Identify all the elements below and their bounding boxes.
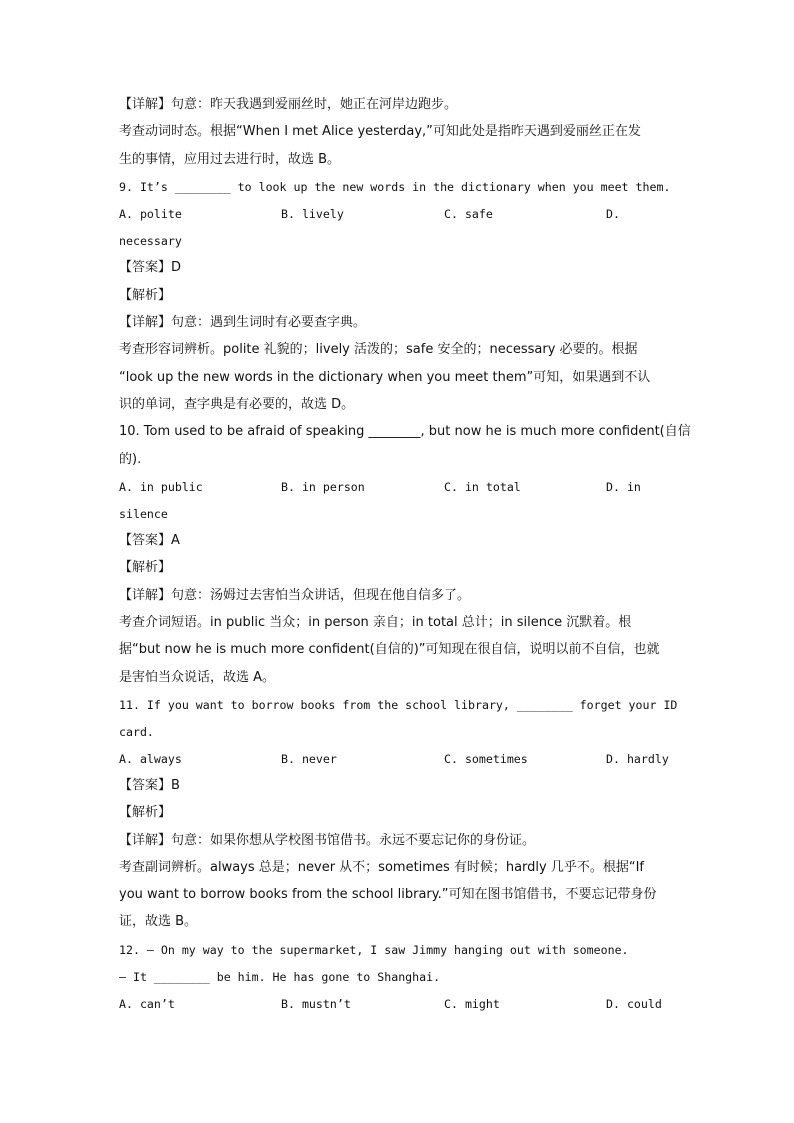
q11-option-b: B. never [281, 752, 337, 766]
q10-explanation-line1: 考查介词短语。in public 当众；in person 亲自；in total 总计；in silence 沉默着。根 [119, 615, 632, 630]
q11-option-d: D. hardly [606, 752, 669, 766]
q9-explanation-line2: “look up the new words in the dictionary when you meet them”可知，如果遇到不认 [119, 370, 651, 385]
q12-option-c: C. might [444, 997, 500, 1011]
q11-stem-continued: card. [119, 725, 154, 739]
q9-answer: 【答案】D [119, 260, 182, 275]
q11-explanation-meaning: 【详解】句意：如果你想从学校图书馆借书。永远不要忘记你的身份证。 [119, 833, 536, 848]
q10-option-a: A. in public [119, 480, 203, 494]
q10-stem: 10. Tom used to be afraid of speaking ________, but now he is much more confident(自信 [119, 424, 691, 439]
q10-option-c: C. in total [444, 480, 521, 494]
q10-explanation-line2: 据“but now he is much more confident(自信的)”可知现在很自信，说明以前不自信，也就 [119, 642, 660, 657]
q9-option-c: C. safe [444, 207, 493, 221]
q11-option-a: A. always [119, 752, 182, 766]
q11-stem: 11. If you want to borrow books from the school library, ________ forget your ID [119, 698, 678, 712]
q11-explanation-line1: 考查副词辨析。always 总是；never 从不；sometimes 有时候；hardly 几乎不。根据“If [119, 860, 645, 875]
q9-option-b: B. lively [281, 207, 344, 221]
q12-dialogue-line2: — It ________ be him. He has gone to Shanghai. [119, 970, 441, 984]
q9-option-a: A. polite [119, 207, 182, 221]
q10-option-b: B. in person [281, 480, 365, 494]
q9-analysis-heading: 【解析】 [119, 288, 172, 303]
q9-explanation-line1: 考查形容词辨析。polite 礼貌的；lively 活泼的；safe 安全的；necessary 必要的。根据 [119, 342, 638, 357]
q12-option-d: D. could [606, 997, 662, 1011]
q12-option-b: B. mustn’t [281, 997, 351, 1011]
q9-explanation-line3: 识的单词，查字典是有必要的，故选 D。 [119, 397, 355, 412]
q9-explanation-meaning: 【详解】句意：遇到生词时有必要查字典。 [119, 315, 367, 330]
q8-explanation-line1: 考查动词时态。根据“When I met Alice yesterday,”可知此处是指昨天遇到爱丽丝正在发 [119, 124, 641, 139]
q8-explanation-line2: 生的事情，应用过去进行时，故选 B。 [119, 152, 341, 167]
q10-answer: 【答案】A [119, 533, 180, 548]
q9-option-d: D. [606, 207, 620, 221]
q9-option-d-continued: necessary [119, 234, 182, 248]
q10-option-d: D. in [606, 480, 641, 494]
q11-explanation-line2: you want to borrow books from the school library.”可知在图书馆借书，不要忘记带身份 [119, 887, 657, 902]
q10-option-d-continued: silence [119, 507, 168, 521]
q10-explanation-meaning: 【详解】句意：汤姆过去害怕当众讲话，但现在他自信多了。 [119, 588, 471, 603]
q10-analysis-heading: 【解析】 [119, 560, 172, 575]
q10-stem-continued: 的). [119, 452, 142, 467]
q12-dialogue-line1: 12. — On my way to the supermarket, I saw Jimmy hanging out with someone. [119, 943, 629, 957]
q11-answer: 【答案】B [119, 778, 180, 793]
q8-explanation-meaning: 【详解】句意：昨天我遇到爱丽丝时，她正在河岸边跑步。 [119, 97, 458, 112]
q11-option-c: C. sometimes [444, 752, 528, 766]
q11-explanation-line3: 证，故选 B。 [119, 914, 198, 929]
q9-stem: 9. It’s ________ to look up the new words in the dictionary when you meet them. [119, 180, 671, 194]
q11-analysis-heading: 【解析】 [119, 805, 172, 820]
q10-explanation-line3: 是害怕当众说话，故选 A。 [119, 670, 276, 685]
q12-option-a: A. can’t [119, 997, 175, 1011]
